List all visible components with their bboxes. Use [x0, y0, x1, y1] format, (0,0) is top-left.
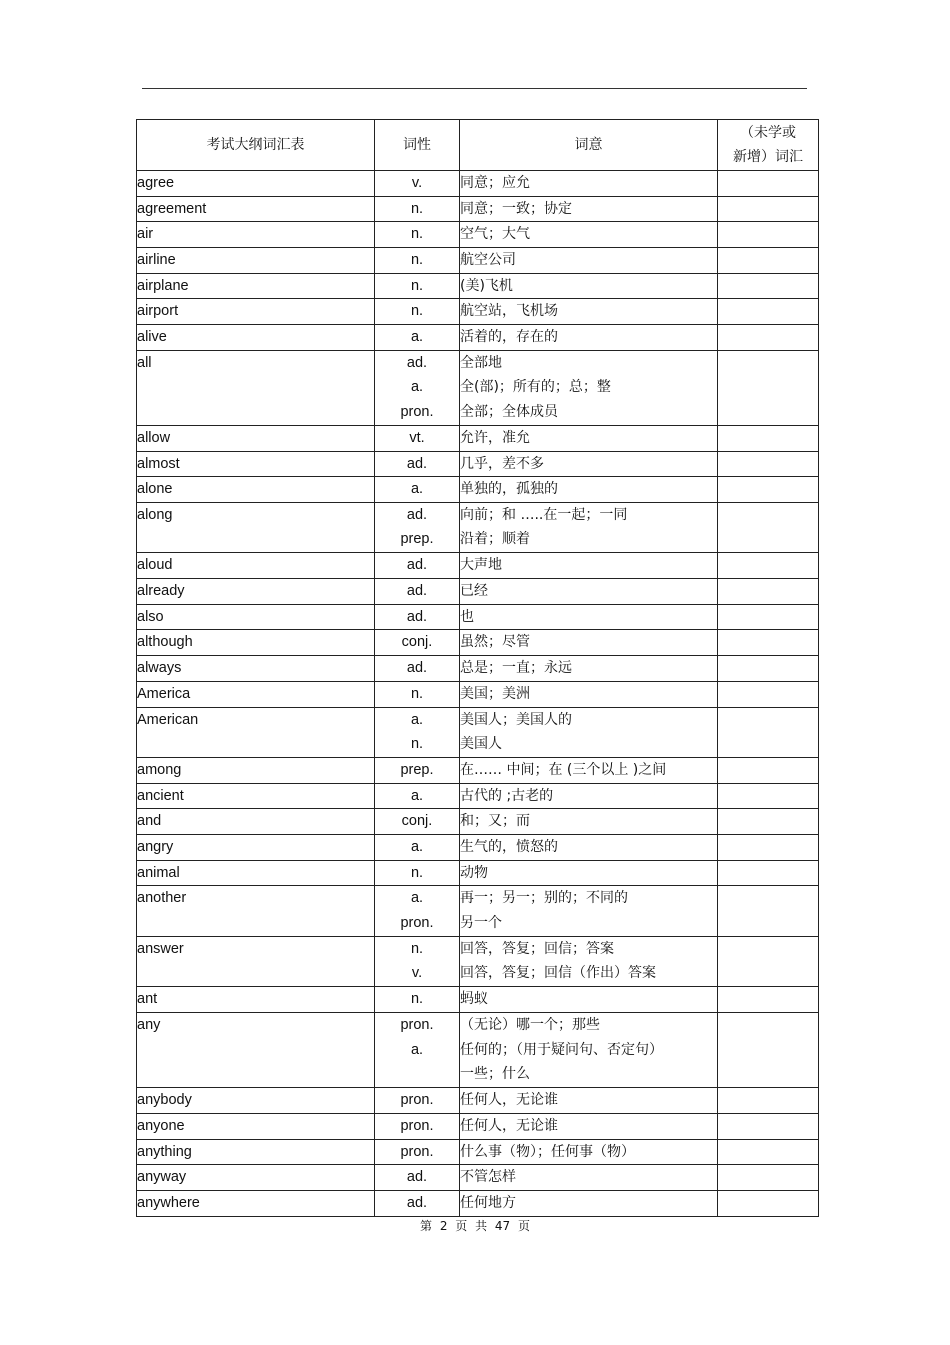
pos-text: pron.: [400, 1117, 434, 1134]
pos-text: vt.: [409, 429, 425, 446]
extra-cell: [718, 196, 819, 222]
table-body: [137, 171, 819, 1217]
extra-cell: [718, 707, 819, 758]
page-footer: 第 2 页 共 47 页: [420, 1219, 530, 1233]
meaning-text: 向前；和 …..在一起；一同: [460, 506, 628, 523]
word-cell: [137, 350, 375, 425]
word-text: ant: [137, 991, 158, 1008]
table-row: [137, 477, 819, 503]
meaning-cell: [460, 451, 718, 477]
table-row: [137, 299, 819, 325]
word-text: air: [137, 226, 154, 243]
pos-cell: [375, 1190, 460, 1216]
pos-text: ad.: [406, 608, 428, 625]
pos-text: prep.: [400, 762, 434, 778]
meaning-text: 动物: [460, 864, 488, 881]
pos-text: a.: [410, 481, 424, 498]
meaning-text: 什么事（物）；任何事（物）: [460, 1143, 635, 1160]
pos-cell: [375, 1139, 460, 1165]
pos-text: a.: [410, 1041, 424, 1058]
word-text: all: [137, 354, 152, 371]
table-row: [137, 553, 819, 579]
pos-cell: [375, 579, 460, 605]
meaning-cell: [460, 860, 718, 886]
word-cell: [137, 299, 375, 325]
pos-cell: [375, 299, 460, 325]
meaning-text: 也: [460, 608, 474, 625]
word-text: agree: [137, 175, 175, 191]
table-row: [137, 1190, 819, 1216]
word-cell: [137, 630, 375, 656]
pos-text: pron.: [400, 1092, 434, 1109]
pos-text: ad.: [406, 1169, 428, 1186]
pos-text: pron.: [400, 914, 434, 931]
word-text: although: [137, 634, 193, 651]
table-row: [137, 325, 819, 351]
word-text: allow: [137, 429, 171, 446]
meaning-text: 任何人，无论谁: [460, 1092, 558, 1109]
meaning-cell: [460, 579, 718, 605]
word-cell: [137, 222, 375, 248]
table-row: [137, 809, 819, 835]
pos-text: n.: [410, 685, 424, 702]
table-row: [137, 196, 819, 222]
pos-text: v.: [411, 965, 423, 982]
pos-text: ad.: [406, 1194, 428, 1211]
pos-text: n.: [410, 200, 424, 217]
pos-cell: [375, 783, 460, 809]
pos-text: pron.: [400, 1143, 434, 1160]
pos-cell: [375, 196, 460, 222]
table-row: [137, 171, 819, 197]
pos-cell: [375, 451, 460, 477]
word-text: almost: [137, 455, 180, 472]
word-cell: [137, 477, 375, 503]
word-text: always: [137, 660, 182, 677]
meaning-text: 回答，答复；回信（作出）答案: [460, 965, 656, 982]
word-text: among: [137, 762, 182, 778]
word-cell: [137, 707, 375, 758]
meaning-text: 和；又；而: [460, 813, 530, 830]
meaning-text: 不管怎样: [460, 1169, 516, 1186]
meaning-text: 空气；大气: [460, 226, 530, 243]
pos-cell: [375, 171, 460, 197]
meaning-text: 航空站，飞机场: [460, 303, 558, 320]
meaning-text: （无论）哪一个；那些: [460, 1017, 600, 1034]
header-extra-line2: 新增）词汇: [733, 149, 803, 165]
word-cell: [137, 783, 375, 809]
word-text: American: [137, 711, 199, 728]
pos-cell: [375, 936, 460, 987]
word-cell: [137, 325, 375, 351]
meaning-text: 任何人，无论谁: [460, 1117, 558, 1134]
word-cell: [137, 1088, 375, 1114]
extra-cell: [718, 758, 819, 784]
word-cell: [137, 987, 375, 1013]
word-text: airplane: [137, 277, 189, 294]
pos-text: a.: [410, 839, 424, 856]
table-row: [137, 886, 819, 937]
pos-cell: [375, 1088, 460, 1114]
meaning-cell: [460, 835, 718, 861]
word-text: airline: [137, 252, 176, 269]
word-text: another: [137, 890, 187, 907]
word-text: aloud: [137, 557, 173, 574]
word-text: America: [137, 685, 191, 702]
meaning-cell: [460, 1139, 718, 1165]
meaning-text: 蚂蚁: [460, 991, 488, 1008]
meaning-text: 航空公司: [460, 252, 516, 269]
extra-cell: [718, 809, 819, 835]
meaning-cell: [460, 1190, 718, 1216]
pos-text: n.: [410, 252, 424, 269]
meaning-cell: [460, 171, 718, 197]
meaning-text: 任何的；（用于疑问句、否定句）: [460, 1041, 663, 1058]
meaning-text: 美国人: [460, 736, 502, 752]
word-text: agreement: [137, 200, 207, 217]
word-cell: [137, 1139, 375, 1165]
table-row: [137, 936, 819, 987]
pos-cell: [375, 886, 460, 937]
meaning-text: 美国；美洲: [460, 685, 530, 702]
pos-cell: [375, 1113, 460, 1139]
pos-text: n.: [410, 736, 424, 752]
vocabulary-table: [136, 119, 819, 1217]
word-cell: [137, 502, 375, 553]
word-cell: [137, 1165, 375, 1191]
word-cell: [137, 451, 375, 477]
extra-cell: [718, 835, 819, 861]
meaning-text: 大声地: [460, 557, 502, 574]
table-row: [137, 1165, 819, 1191]
meaning-cell: [460, 1165, 718, 1191]
meaning-cell: [460, 1088, 718, 1114]
word-cell: [137, 248, 375, 274]
table-row: [137, 987, 819, 1013]
pos-text: prep.: [400, 531, 434, 548]
word-cell: [137, 1190, 375, 1216]
meaning-cell: [460, 987, 718, 1013]
header-meaning: 词意: [460, 120, 718, 171]
table-row: [137, 222, 819, 248]
table-row: [137, 681, 819, 707]
word-cell: [137, 1113, 375, 1139]
pos-text: n.: [410, 303, 424, 320]
extra-cell: [718, 451, 819, 477]
extra-cell: [718, 1113, 819, 1139]
meaning-cell: [460, 477, 718, 503]
word-text: angry: [137, 839, 174, 856]
table-row: [137, 248, 819, 274]
extra-cell: [718, 1088, 819, 1114]
pos-text: ad.: [406, 660, 428, 677]
pos-cell: [375, 630, 460, 656]
word-text: also: [137, 608, 164, 625]
word-text: anybody: [137, 1092, 192, 1109]
meaning-cell: [460, 196, 718, 222]
table-header-row: [137, 120, 819, 171]
table-row: [137, 451, 819, 477]
table-row: [137, 425, 819, 451]
pos-text: ad.: [406, 506, 428, 523]
pos-text: n.: [410, 991, 424, 1008]
pos-cell: [375, 860, 460, 886]
pos-cell: [375, 656, 460, 682]
meaning-cell: [460, 758, 718, 784]
word-cell: [137, 936, 375, 987]
pos-cell: [375, 707, 460, 758]
extra-cell: [718, 222, 819, 248]
meaning-cell: [460, 325, 718, 351]
meaning-cell: [460, 502, 718, 553]
header-word: 考试大纲词汇表: [137, 120, 375, 171]
meaning-cell: [460, 1113, 718, 1139]
pos-text: ad.: [406, 354, 428, 371]
meaning-text: 任何地方: [460, 1194, 516, 1211]
extra-cell: [718, 681, 819, 707]
table-row: [137, 860, 819, 886]
meaning-text: 另一个: [460, 914, 502, 931]
extra-cell: [718, 936, 819, 987]
word-text: alone: [137, 481, 173, 498]
pos-cell: [375, 350, 460, 425]
pos-cell: [375, 758, 460, 784]
word-text: animal: [137, 864, 180, 881]
word-text: ancient: [137, 787, 184, 804]
extra-cell: [718, 299, 819, 325]
meaning-text: 生气的，愤怒的: [460, 839, 558, 856]
meaning-cell: [460, 707, 718, 758]
pos-text: a.: [410, 329, 424, 346]
meaning-cell: [460, 936, 718, 987]
word-cell: [137, 1013, 375, 1088]
header-extra-line1: （未学或: [740, 124, 796, 141]
extra-cell: [718, 656, 819, 682]
extra-cell: [718, 1013, 819, 1088]
pos-text: pron.: [400, 1017, 434, 1034]
word-cell: [137, 809, 375, 835]
extra-cell: [718, 553, 819, 579]
table-row: [137, 604, 819, 630]
table-row: [137, 758, 819, 784]
word-text: and: [137, 813, 162, 830]
meaning-text: 虽然；尽管: [460, 634, 530, 651]
word-text: any: [137, 1017, 161, 1034]
meaning-text: 沿着；顺着: [460, 531, 530, 548]
extra-cell: [718, 502, 819, 553]
pos-cell: [375, 553, 460, 579]
pos-text: ad.: [406, 455, 428, 472]
meaning-cell: [460, 783, 718, 809]
pos-cell: [375, 1165, 460, 1191]
pos-cell: [375, 681, 460, 707]
meaning-text: (美)飞机: [460, 277, 513, 294]
word-text: airport: [137, 303, 179, 320]
meaning-text: 美国人；美国人的: [460, 711, 572, 728]
meaning-text: 已经: [460, 583, 488, 600]
meaning-text: 同意；应允: [460, 175, 530, 191]
word-cell: [137, 579, 375, 605]
word-cell: [137, 681, 375, 707]
extra-cell: [718, 171, 819, 197]
meaning-cell: [460, 299, 718, 325]
table-row: [137, 1088, 819, 1114]
pos-text: n.: [410, 226, 424, 243]
meaning-cell: [460, 681, 718, 707]
pos-text: a.: [410, 890, 424, 907]
word-cell: [137, 835, 375, 861]
table-row: [137, 1139, 819, 1165]
meaning-text: 总是；一直；永远: [460, 660, 572, 677]
pos-text: conj.: [401, 634, 433, 651]
meaning-text: 单独的，孤独的: [460, 481, 558, 498]
pos-cell: [375, 273, 460, 299]
word-cell: [137, 553, 375, 579]
table-row: [137, 350, 819, 425]
meaning-text: 全(部)；所有的；总；整: [460, 379, 611, 396]
meaning-cell: [460, 222, 718, 248]
table-row: [137, 656, 819, 682]
pos-cell: [375, 835, 460, 861]
pos-text: ad.: [406, 583, 428, 600]
extra-cell: [718, 783, 819, 809]
extra-cell: [718, 579, 819, 605]
pos-cell: [375, 502, 460, 553]
pos-text: a.: [410, 787, 424, 804]
header-extra: [718, 120, 819, 171]
pos-text: n.: [410, 864, 424, 881]
meaning-cell: [460, 886, 718, 937]
pos-cell: [375, 809, 460, 835]
extra-cell: [718, 325, 819, 351]
table-row: [137, 1113, 819, 1139]
pos-cell: [375, 248, 460, 274]
word-cell: [137, 171, 375, 197]
meaning-text: 几乎，差不多: [460, 455, 544, 472]
pos-text: a.: [410, 379, 424, 396]
word-cell: [137, 656, 375, 682]
pos-cell: [375, 1013, 460, 1088]
extra-cell: [718, 425, 819, 451]
extra-cell: [718, 860, 819, 886]
meaning-cell: [460, 350, 718, 425]
pos-cell: [375, 987, 460, 1013]
pos-cell: [375, 477, 460, 503]
table-row: [137, 630, 819, 656]
extra-cell: [718, 248, 819, 274]
word-cell: [137, 273, 375, 299]
word-text: already: [137, 583, 185, 600]
word-text: along: [137, 506, 173, 523]
meaning-cell: [460, 630, 718, 656]
table-row: [137, 1013, 819, 1088]
meaning-cell: [460, 273, 718, 299]
header-pos: 词性: [375, 120, 460, 171]
extra-cell: [718, 987, 819, 1013]
pos-text: ad.: [406, 557, 428, 574]
meaning-text: 在…… 中间；在 (三个以上 )之间: [460, 762, 667, 778]
pos-text: pron.: [400, 403, 434, 420]
extra-cell: [718, 477, 819, 503]
table-row: [137, 579, 819, 605]
word-text: anywhere: [137, 1194, 200, 1211]
table-row: [137, 273, 819, 299]
table-row: [137, 835, 819, 861]
extra-cell: [718, 1190, 819, 1216]
pos-cell: [375, 222, 460, 248]
word-cell: [137, 604, 375, 630]
word-text: anyway: [137, 1169, 187, 1186]
pos-text: v.: [411, 175, 423, 191]
word-cell: [137, 860, 375, 886]
meaning-cell: [460, 1013, 718, 1088]
meaning-cell: [460, 656, 718, 682]
extra-cell: [718, 1165, 819, 1191]
extra-cell: [718, 604, 819, 630]
table-row: [137, 783, 819, 809]
meaning-text: 回答，答复；回信；答案: [460, 940, 614, 957]
word-text: answer: [137, 940, 184, 957]
header-rule: [142, 88, 807, 89]
pos-cell: [375, 604, 460, 630]
meaning-cell: [460, 604, 718, 630]
pos-text: a.: [410, 711, 424, 728]
pos-text: conj.: [401, 813, 433, 830]
meaning-text: 活着的，存在的: [460, 329, 558, 346]
pos-text: n.: [410, 940, 424, 957]
meaning-text: 再一；另一；别的；不同的: [460, 890, 628, 907]
meaning-cell: [460, 553, 718, 579]
meaning-cell: [460, 809, 718, 835]
meaning-text: 同意；一致；协定: [460, 200, 572, 217]
pos-cell: [375, 325, 460, 351]
word-text: anything: [137, 1143, 192, 1160]
extra-cell: [718, 350, 819, 425]
extra-cell: [718, 1139, 819, 1165]
meaning-text: 允许，准允: [460, 429, 530, 446]
extra-cell: [718, 630, 819, 656]
meaning-text: 古代的 ;古老的: [460, 787, 554, 804]
extra-cell: [718, 886, 819, 937]
meaning-text: 一些；什么: [460, 1066, 530, 1083]
word-cell: [137, 886, 375, 937]
word-cell: [137, 425, 375, 451]
meaning-text: 全部；全体成员: [460, 403, 558, 420]
word-text: anyone: [137, 1117, 185, 1134]
pos-cell: [375, 425, 460, 451]
pos-text: n.: [410, 277, 424, 294]
table-row: [137, 502, 819, 553]
meaning-text: 全部地: [460, 354, 502, 371]
word-cell: [137, 196, 375, 222]
word-text: alive: [137, 329, 167, 346]
table-row: [137, 707, 819, 758]
extra-cell: [718, 273, 819, 299]
meaning-cell: [460, 425, 718, 451]
meaning-cell: [460, 248, 718, 274]
word-cell: [137, 758, 375, 784]
